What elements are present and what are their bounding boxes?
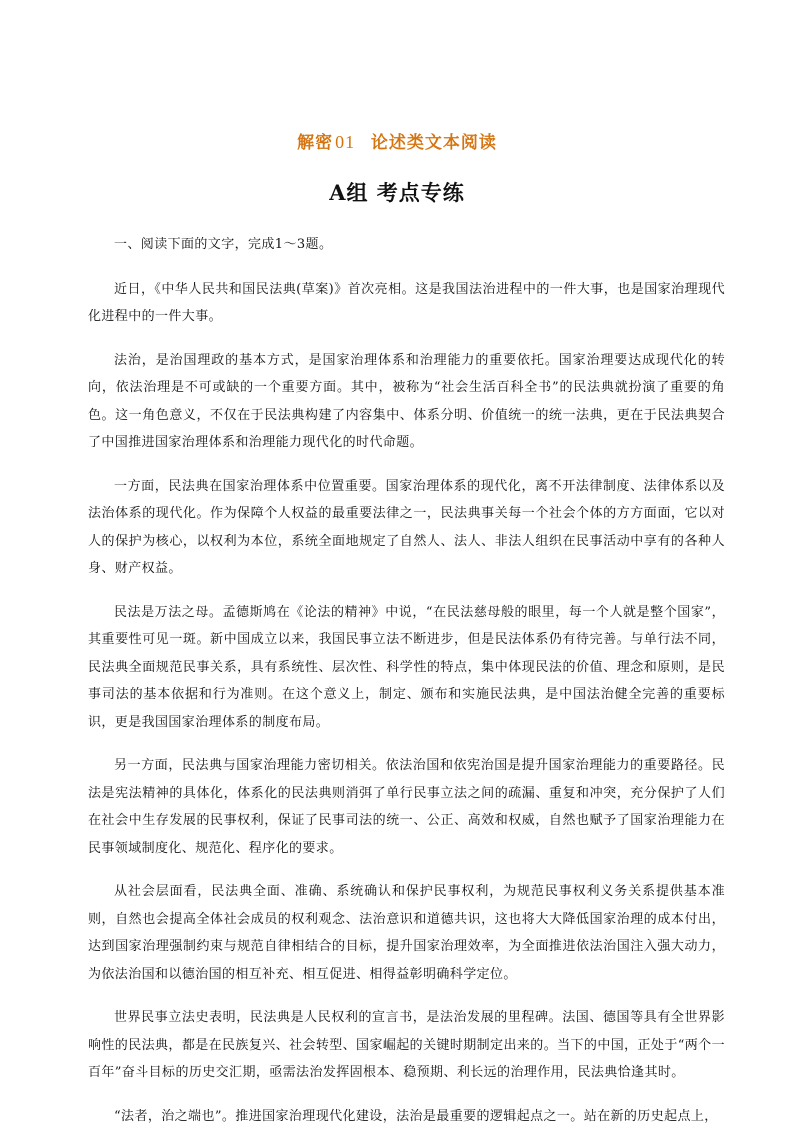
paragraph: 一方面，民法典在国家治理体系中位置重要。国家治理体系的现代化，离不开法律制度、法律体系以及法治体系的现代化。作为保障个人权益的最重要法律之一，民法典事关每一个社会个体的方方面面，它以对人的保护为核心，以权利为本位，系统全面地规定了自然人、法人、非法人组织在民事活动中享有的各种人身、财产权益。	[88, 478, 725, 576]
paragraph: 另一方面，民法典与国家治理能力密切相关。依法治国和依宪治国是提升国家治理能力的重要路径。民法是宪法精神的具体化，体系化的民法典则消弭了单行民事立法之间的疏漏、重复和冲突，充分保护了人们在社会中生存发展的民事权利，保证了民事司法的统一、公正、高效和权威，自然也赋予了国家治理能力在民事领域制度化、规范化、程序化的要求。	[88, 758, 725, 856]
page-title: A组 考点专练	[329, 180, 465, 205]
header-number: 01	[335, 132, 356, 152]
article-body	[88, 231, 725, 1146]
paragraph: 世界民事立法史表明，民法典是人民权利的宣言书，是法治发展的里程碑。法国、德国等具有全世界影响性的民法典，都是在民族复兴、社会转型、国家崛起的关键时期制定出来的。当下的中国，正处于“两个一百年”奋斗目标的历史交汇期，亟需法治发挥固根本、稳预期、利长远的治理作用，民法典恰逢其时。	[88, 1010, 725, 1080]
header-topic: 论述类文本阅读	[370, 133, 497, 153]
header-prefix: 解密	[297, 133, 334, 153]
paragraph: 民法是万法之母。孟德斯鸠在《论法的精神》中说，“在民法慈母般的眼里，每一个人就是整个国家”，其重要性可见一斑。新中国成立以来，我国民事立法不断进步，但是民法体系仍有待完善。与单行法不同，民法典全面规范民事关系，具有系统性、层次性、科学性的特点，集中体现民法的价值、理念和原则，是民事司法的基本依据和行为准则。在这个意义上，制定、颁布和实施民法典，是中国法治健全完善的重要标识，更是我国国家治理体系的制度布局。	[88, 604, 725, 730]
paragraph: 法治，是治国理政的基本方式，是国家治理体系和治理能力的重要依托。国家治理要达成现代化的转向，依法治理是不可或缺的一个重要方面。其中，被称为“社会生活百科全书”的民法典就扮演了重要的角色。这一角色意义，不仅在于民法典构建了内容集中、体系分明、价值统一的统一法典，更在于民法典契合了中国推进国家治理体系和治理能力现代化的时代命题。	[88, 352, 725, 450]
section-header	[0, 128, 794, 153]
paragraph: 从社会层面看，民法典全面、准确、系统确认和保护民事权利，为规范民事权利义务关系提供基本准则，自然也会提高全体社会成员的权利观念、法治意识和道德共识，这也将大大降低国家治理的成本付出，达到国家治理强制约束与规范自律相结合的目标，提升国家治理效率，为全面推进依法治国注入强大动力，为依法治国和以德治国的相互补充、相互促进、相得益彰明确科学定位。	[88, 884, 725, 982]
instruction-text: 一、阅读下面的文字，完成1～3题。	[114, 237, 333, 252]
paragraph: “法者，治之端也”。推进国家治理现代化建设，法治是最重要的逻辑起点之一。站在新的历史起点上，	[114, 1108, 718, 1124]
paragraph: 近日，《中华人民共和国民法典(草案)》首次亮相。这是我国法治进程中的一件大事，也是国家治理现代化进程中的一件大事。	[88, 281, 725, 324]
